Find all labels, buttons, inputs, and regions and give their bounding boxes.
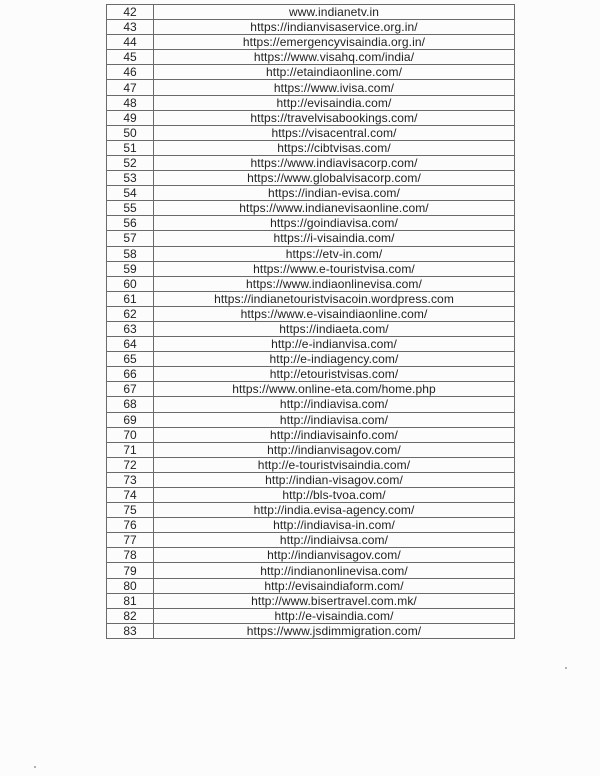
table-row: [107, 623, 515, 638]
website-url: www.indianetv.in: [154, 5, 515, 20]
row-number: 79: [107, 563, 154, 578]
table-row: [107, 608, 515, 623]
row-number: 47: [107, 80, 154, 95]
row-number: 69: [107, 412, 154, 427]
row-number: 83: [107, 623, 154, 638]
website-url: https://www.globalvisacorp.com/: [154, 171, 515, 186]
table-row: [107, 186, 515, 201]
website-url: http://indiavisainfo.com/: [154, 427, 515, 442]
website-url: https://indiaeta.com/: [154, 321, 515, 336]
website-url: https://www.indiavisacorp.com/: [154, 155, 515, 170]
website-url: http://evisaindiaform.com/: [154, 578, 515, 593]
row-number: 82: [107, 608, 154, 623]
table-row: [107, 95, 515, 110]
table-row: [107, 201, 515, 216]
table-row: [107, 306, 515, 321]
website-url: http://e-indianvisa.com/: [154, 337, 515, 352]
table-row: [107, 216, 515, 231]
website-list-table: [106, 4, 515, 639]
row-number: 48: [107, 95, 154, 110]
row-number: 59: [107, 261, 154, 276]
table-row: [107, 140, 515, 155]
website-url: http://bls-tvoa.com/: [154, 488, 515, 503]
table-row: [107, 412, 515, 427]
website-url: http://www.bisertravel.com.mk/: [154, 593, 515, 608]
website-url: http://indiavisa.com/: [154, 397, 515, 412]
row-number: 66: [107, 367, 154, 382]
table-row: [107, 276, 515, 291]
row-number: 49: [107, 110, 154, 125]
website-url: https://cibtvisas.com/: [154, 140, 515, 155]
website-url: https://www.ivisa.com/: [154, 80, 515, 95]
website-url: http://indianonlinevisa.com/: [154, 563, 515, 578]
row-number: 78: [107, 548, 154, 563]
table-row: [107, 397, 515, 412]
table-row: [107, 548, 515, 563]
website-url: https://etv-in.com/: [154, 246, 515, 261]
table-row: [107, 321, 515, 336]
table-row: [107, 35, 515, 50]
row-number: 51: [107, 140, 154, 155]
table-row: [107, 337, 515, 352]
website-url: https://indian-evisa.com/: [154, 186, 515, 201]
row-number: 52: [107, 155, 154, 170]
row-number: 80: [107, 578, 154, 593]
website-url: http://e-indiagency.com/: [154, 352, 515, 367]
website-url: https://emergencyvisaindia.org.in/: [154, 35, 515, 50]
url-table: [106, 4, 515, 639]
table-row: [107, 533, 515, 548]
table-body: [107, 5, 515, 639]
row-number: 62: [107, 306, 154, 321]
table-row: [107, 427, 515, 442]
scan-speck: [34, 766, 36, 768]
table-row: [107, 20, 515, 35]
row-number: 70: [107, 427, 154, 442]
website-url: http://indian-visagov.com/: [154, 472, 515, 487]
row-number: 73: [107, 472, 154, 487]
website-url: http://etouristvisas.com/: [154, 367, 515, 382]
table-row: [107, 352, 515, 367]
row-number: 46: [107, 65, 154, 80]
website-url: https://www.e-visaindiaonline.com/: [154, 306, 515, 321]
website-url: https://indianetouristvisacoin.wordpress.com: [154, 291, 515, 306]
table-row: [107, 171, 515, 186]
row-number: 57: [107, 231, 154, 246]
row-number: 58: [107, 246, 154, 261]
table-row: [107, 578, 515, 593]
website-url: https://indianvisaservice.org.in/: [154, 20, 515, 35]
website-url: http://indiavisa.com/: [154, 412, 515, 427]
website-url: https://www.jsdimmigration.com/: [154, 623, 515, 638]
row-number: 55: [107, 201, 154, 216]
table-row: [107, 367, 515, 382]
table-row: [107, 155, 515, 170]
table-row: [107, 65, 515, 80]
row-number: 67: [107, 382, 154, 397]
table-row: [107, 231, 515, 246]
website-url: http://evisaindia.com/: [154, 95, 515, 110]
table-row: [107, 382, 515, 397]
website-url: http://e-visaindia.com/: [154, 608, 515, 623]
website-url: http://indianvisagov.com/: [154, 548, 515, 563]
website-url: https://www.e-touristvisa.com/: [154, 261, 515, 276]
table-row: [107, 246, 515, 261]
table-row: [107, 80, 515, 95]
row-number: 44: [107, 35, 154, 50]
table-row: [107, 125, 515, 140]
row-number: 71: [107, 442, 154, 457]
row-number: 60: [107, 276, 154, 291]
row-number: 53: [107, 171, 154, 186]
website-url: https://www.online-eta.com/home.php: [154, 382, 515, 397]
row-number: 65: [107, 352, 154, 367]
table-row: [107, 442, 515, 457]
row-number: 56: [107, 216, 154, 231]
website-url: http://e-touristvisaindia.com/: [154, 457, 515, 472]
row-number: 45: [107, 50, 154, 65]
row-number: 43: [107, 20, 154, 35]
row-number: 63: [107, 321, 154, 336]
website-url: http://indianvisagov.com/: [154, 442, 515, 457]
row-number: 61: [107, 291, 154, 306]
website-url: http://indiavisa-in.com/: [154, 518, 515, 533]
scan-speck: [565, 667, 567, 669]
website-url: http://indiaivsa.com/: [154, 533, 515, 548]
table-row: [107, 50, 515, 65]
table-row: [107, 457, 515, 472]
row-number: 76: [107, 518, 154, 533]
row-number: 74: [107, 488, 154, 503]
row-number: 54: [107, 186, 154, 201]
website-url: https://www.visahq.com/india/: [154, 50, 515, 65]
website-url: https://goindiavisa.com/: [154, 216, 515, 231]
table-row: [107, 488, 515, 503]
table-row: [107, 593, 515, 608]
website-url: https://www.indianevisaonline.com/: [154, 201, 515, 216]
row-number: 42: [107, 5, 154, 20]
website-url: http://etaindiaonline.com/: [154, 65, 515, 80]
table-row: [107, 472, 515, 487]
row-number: 75: [107, 503, 154, 518]
table-row: [107, 5, 515, 20]
table-row: [107, 261, 515, 276]
table-row: [107, 518, 515, 533]
row-number: 68: [107, 397, 154, 412]
website-url: https://travelvisabookings.com/: [154, 110, 515, 125]
row-number: 64: [107, 337, 154, 352]
website-url: https://visacentral.com/: [154, 125, 515, 140]
website-url: https://i-visaindia.com/: [154, 231, 515, 246]
table-row: [107, 563, 515, 578]
table-row: [107, 503, 515, 518]
website-url: http://india.evisa-agency.com/: [154, 503, 515, 518]
row-number: 81: [107, 593, 154, 608]
table-row: [107, 110, 515, 125]
table-row: [107, 291, 515, 306]
website-url: https://www.indiaonlinevisa.com/: [154, 276, 515, 291]
row-number: 50: [107, 125, 154, 140]
row-number: 77: [107, 533, 154, 548]
row-number: 72: [107, 457, 154, 472]
